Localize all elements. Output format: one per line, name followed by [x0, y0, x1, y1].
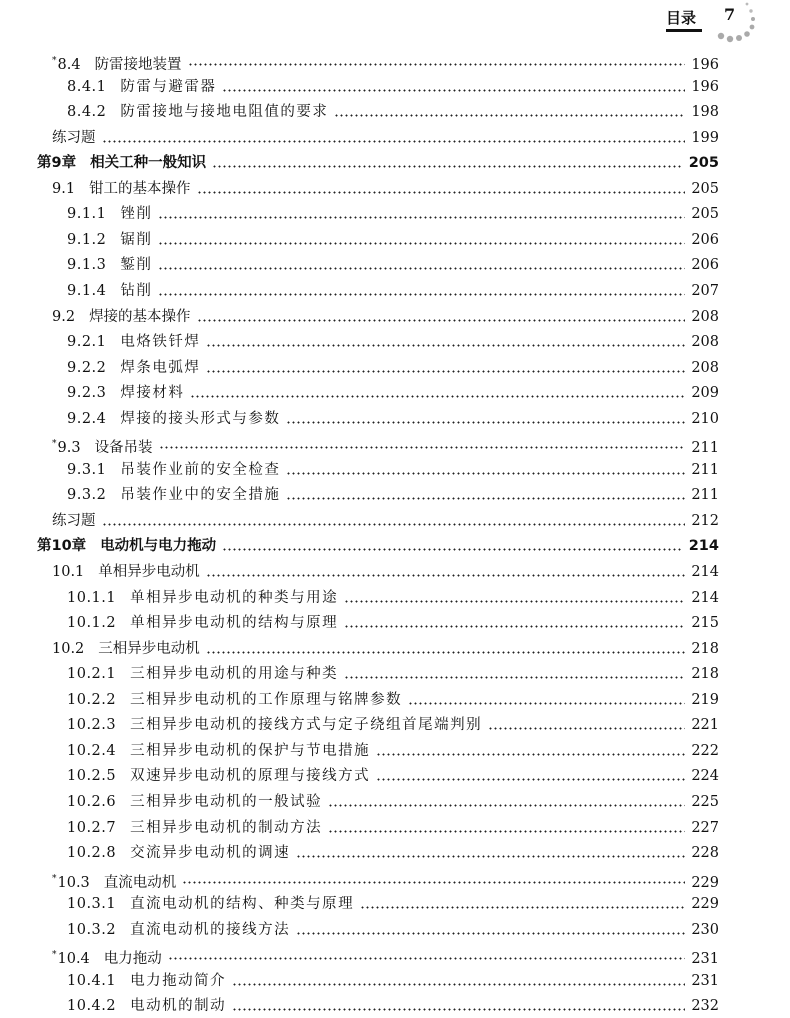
- toc-entry: [52, 177, 719, 201]
- toc-entry-number-text: 10.2.8: [67, 845, 117, 862]
- toc-entry-number-text: 9.1.3: [67, 257, 107, 274]
- toc-entry-number: [67, 688, 116, 712]
- toc-entry-title: 双速异步电动机的原理与接线方式: [130, 768, 371, 785]
- toc-entry: [67, 994, 719, 1018]
- optional-marker: *: [52, 873, 57, 884]
- toc-entry-number: [52, 49, 81, 77]
- toc-entry-number: [67, 75, 106, 99]
- toc-entry-number: [52, 177, 75, 201]
- toc-entry-number: [67, 918, 116, 942]
- toc-entry-title: 直流电动机的接线方法: [130, 921, 291, 938]
- toc-entry-page: 208: [691, 308, 719, 325]
- toc-entry-number-text: 10.4.1: [67, 972, 117, 989]
- toc-entry-page: 225: [691, 793, 719, 810]
- toc-entry-number: [67, 586, 116, 610]
- toc-entry-title: 防雷与避雷器: [120, 78, 217, 95]
- toc-entry-number-text: 9.3: [57, 440, 81, 457]
- dot-leader: [212, 156, 683, 170]
- dot-leader: [188, 54, 686, 68]
- toc-entry-page: 221: [691, 717, 719, 734]
- toc-entry-number-text: 10.3.2: [67, 921, 117, 938]
- toc-entry-number-text: 8.4: [57, 57, 81, 73]
- dot-leader: [206, 642, 686, 656]
- toc-entry-title: 三相异步电动机的接线方式与定子绕组首尾端判别: [130, 717, 483, 734]
- toc-entry: [67, 611, 719, 635]
- toc-entry-page: 206: [691, 231, 719, 248]
- toc-entry-number: [67, 356, 106, 380]
- dot-leader: [286, 488, 685, 502]
- toc-entry-number-text: 9.1: [52, 180, 76, 197]
- toc-entry-number-text: 9.1.2: [67, 231, 107, 248]
- dot-leader: [376, 744, 685, 758]
- toc-entry-title: 练习题: [52, 129, 96, 146]
- toc-entry-page: 199: [691, 129, 719, 146]
- dot-leader: [197, 182, 686, 196]
- toc-entry: [67, 253, 719, 277]
- running-head-title: 目录: [666, 9, 697, 27]
- toc-entry-page: 218: [691, 666, 719, 683]
- toc-entry-title: 锉削: [120, 206, 153, 223]
- toc-entry-number: [52, 560, 84, 584]
- toc-entry-title: 钻削: [120, 282, 153, 299]
- toc-entry-number-text: 8.4.1: [67, 78, 107, 95]
- optional-marker: *: [52, 439, 57, 450]
- toc-entry: [67, 790, 719, 814]
- toc-entry-number-text: 9.2.3: [67, 385, 107, 402]
- toc-entry-title: 三相异步电动机的工作原理与铭牌参数: [130, 691, 403, 708]
- toc-chapter-entry: [37, 151, 719, 175]
- dot-leader: [159, 437, 686, 451]
- dot-leader: [190, 386, 685, 400]
- toc-entry-number: [67, 841, 116, 865]
- toc-entry-page: 211: [691, 440, 719, 457]
- dot-leader: [158, 258, 685, 272]
- toc-entry-title: 电力拖动: [103, 951, 162, 968]
- toc-entry-title: 吊装作业前的安全检查: [120, 461, 281, 478]
- toc-entry-page: 232: [691, 998, 719, 1015]
- dot-leader: [232, 999, 685, 1013]
- toc-entry-title: 錾削: [120, 257, 153, 274]
- toc-entry: [67, 407, 719, 431]
- toc-entry-page: 222: [691, 742, 719, 759]
- toc-entry-title: 电动机与电力拖动: [100, 538, 217, 555]
- dot-leader: [197, 310, 686, 324]
- toc-entry-number: [67, 381, 106, 405]
- toc-entry-number-text: 10.2.5: [67, 768, 117, 785]
- toc-entry: [67, 458, 719, 482]
- toc-entry-number-text: 9.2.1: [67, 334, 107, 351]
- toc-entry-number: [37, 534, 86, 558]
- toc-entry-page: 231: [691, 972, 719, 989]
- toc-entry-page: 214: [691, 564, 719, 580]
- toc-entry: [67, 483, 719, 507]
- running-head-page-number: 7: [724, 5, 736, 24]
- toc-entry-title: 锯削: [120, 231, 153, 248]
- toc-entry-title: 钳工的基本操作: [89, 180, 191, 197]
- toc-entry-number-text: 9.1.4: [67, 282, 107, 299]
- toc-entry: [67, 75, 719, 99]
- dot-leader: [344, 616, 685, 630]
- toc-entry-page: 229: [691, 896, 719, 913]
- toc-entry: [67, 356, 719, 380]
- toc-entry: [52, 305, 719, 329]
- toc-entry-number: [67, 764, 116, 788]
- toc-entry-number: [67, 816, 116, 840]
- toc-entry-number-text: 9.2.2: [67, 359, 107, 376]
- dot-leader: [488, 718, 685, 732]
- toc-entry-page: 219: [691, 691, 719, 708]
- toc-entry-title: 防雷接地装置: [94, 57, 182, 73]
- toc-entry-number: [67, 483, 106, 507]
- toc-entry-number-text: 10.1: [52, 564, 85, 580]
- toc-entry-title: 单相异步电动机的种类与用途: [130, 589, 339, 606]
- toc-entry-number-text: 9.3.1: [67, 461, 107, 478]
- toc-entry: [52, 49, 719, 73]
- toc-entry-number-text: 10.1.1: [67, 589, 117, 606]
- toc-entry-title: 三相异步电动机的一般试验: [130, 793, 323, 810]
- toc-entry-page: 230: [691, 921, 719, 938]
- toc-entry-number: [67, 330, 106, 354]
- dot-leader: [296, 846, 685, 860]
- dot-leader: [158, 207, 685, 221]
- toc-entry-page: 218: [691, 640, 719, 657]
- toc-entry: [67, 228, 719, 252]
- toc-entry-number-text: 10.2.3: [67, 717, 117, 734]
- dot-leader: [360, 897, 685, 911]
- toc-entry-page: 209: [691, 385, 719, 402]
- toc-entry-number-text: 第9章: [37, 155, 77, 172]
- toc-entry-page: 207: [691, 282, 719, 299]
- toc-entry-number: [52, 305, 75, 329]
- toc-entry-number: [67, 458, 106, 482]
- toc-entry: [52, 867, 719, 891]
- dot-leader: [168, 948, 686, 962]
- toc-entry-title: 三相异步电动机: [98, 640, 200, 657]
- toc-entry-page: 198: [691, 104, 719, 121]
- toc-entry-page: 227: [691, 819, 719, 836]
- toc-entry: [67, 816, 719, 840]
- running-head-rule: [666, 29, 702, 32]
- toc-entry-number: [67, 253, 106, 277]
- toc-entry: [67, 202, 719, 226]
- toc-entry-title: 电烙铁钎焊: [120, 334, 201, 351]
- toc-entry-number: [67, 407, 106, 431]
- toc-entry-number-text: 8.4.2: [67, 104, 107, 121]
- toc-entry-page: 196: [691, 78, 719, 95]
- toc-entry: [67, 100, 719, 124]
- toc-entry-number-text: 9.2: [52, 308, 76, 325]
- toc-entry-page: 214: [691, 589, 719, 606]
- toc-entry-number: [52, 432, 81, 460]
- toc-entry-number: [52, 867, 90, 895]
- toc-entry-title: 单相异步电动机的结构与原理: [130, 615, 339, 632]
- dot-leader: [408, 693, 685, 707]
- toc-entry-number: [67, 228, 106, 252]
- toc-entry-title: 三相异步电动机的用途与种类: [130, 666, 339, 683]
- toc-entry-page: 211: [691, 487, 719, 504]
- dot-leader: [102, 131, 686, 145]
- toc-entry-title: 吊装作业中的安全措施: [120, 487, 281, 504]
- toc-entry-number: [52, 943, 90, 971]
- toc-entry-number: [52, 637, 84, 661]
- page-header: [0, 0, 790, 46]
- toc-entry-title: 直流电动机: [103, 874, 177, 891]
- toc-entry-number-text: 第10章: [37, 538, 87, 555]
- toc-entry-page: 215: [691, 615, 719, 632]
- toc-entry-page: 210: [691, 410, 719, 427]
- dot-leader: [222, 80, 685, 94]
- toc-entry-number-text: 10.2: [52, 640, 85, 657]
- dot-leader: [158, 284, 685, 298]
- toc-entry-number: [67, 611, 116, 635]
- toc-entry: [67, 381, 719, 405]
- dot-leader: [102, 514, 686, 528]
- dot-leader: [328, 821, 685, 835]
- toc-entry-number-text: 9.2.4: [67, 410, 107, 427]
- toc-entry: [67, 662, 719, 686]
- toc-entry-title: 电力拖动简介: [130, 972, 227, 989]
- toc-entry-title: 练习题: [52, 512, 96, 529]
- dot-leader: [206, 565, 686, 579]
- toc-entry-title: 单相异步电动机: [98, 564, 200, 580]
- dot-leader: [328, 795, 685, 809]
- toc-entry: [67, 586, 719, 610]
- toc-entry-number-text: 9.1.1: [67, 206, 107, 223]
- toc-entry-title: 防雷接地与接地电阻值的要求: [120, 104, 329, 121]
- toc-entry-number-text: 10.2.4: [67, 742, 117, 759]
- toc-entry-page: 208: [691, 334, 719, 351]
- dot-leader: [206, 335, 685, 349]
- toc-entry: [67, 739, 719, 763]
- toc-entry-number-text: 10.4: [57, 951, 90, 968]
- toc-entry: [67, 918, 719, 942]
- toc-entry-page: 205: [688, 155, 719, 172]
- toc-entry-page: 229: [691, 874, 719, 891]
- toc-entry-number: [67, 739, 116, 763]
- toc-entry-number-text: 10.3.1: [67, 896, 117, 913]
- toc-entry: [52, 637, 719, 661]
- toc-entry: [67, 764, 719, 788]
- dot-leader: [232, 974, 685, 988]
- toc-entry: [67, 841, 719, 865]
- toc-entry-title: 电动机的制动: [130, 998, 227, 1015]
- toc-entry-page: 206: [691, 257, 719, 274]
- toc-entry-page: 211: [691, 461, 719, 478]
- toc-entry-page: 231: [691, 951, 719, 968]
- dot-leader: [158, 233, 685, 247]
- decorative-dots-icon: [700, 0, 790, 46]
- toc-entry-page: 205: [691, 180, 719, 197]
- dot-leader: [344, 591, 685, 605]
- toc-entry-number: [67, 202, 106, 226]
- dot-leader: [334, 105, 685, 119]
- toc-entry: [67, 688, 719, 712]
- dot-leader: [376, 769, 685, 783]
- toc-entry-number: [67, 662, 116, 686]
- toc-entry-page: 208: [691, 359, 719, 376]
- dot-leader: [296, 923, 685, 937]
- toc-entry-number-text: 10.4.2: [67, 998, 117, 1015]
- toc-entry-title: 三相异步电动机的制动方法: [130, 819, 323, 836]
- optional-marker: *: [52, 56, 57, 66]
- toc-entry: [67, 969, 719, 993]
- dot-leader: [182, 872, 685, 886]
- toc-entry-title: 焊条电弧焊: [120, 359, 201, 376]
- toc-entry-title: 焊接的接头形式与参数: [120, 410, 281, 427]
- dot-leader: [286, 412, 685, 426]
- toc-entry: [67, 892, 719, 916]
- toc-entry: [67, 713, 719, 737]
- toc-entry-number-text: 10.2.6: [67, 793, 117, 810]
- toc-entry-number: [67, 713, 116, 737]
- toc-entry: [67, 279, 719, 303]
- toc-entry-number-text: 9.3.2: [67, 487, 107, 504]
- toc-entry-page: 224: [691, 768, 719, 785]
- toc-entry-title: 焊接的基本操作: [89, 308, 191, 325]
- toc-chapter-entry: [37, 534, 719, 558]
- toc-entry-title: 焊接材料: [120, 385, 185, 402]
- dot-leader: [286, 463, 685, 477]
- toc-entry-title: 相关工种一般知识: [90, 155, 207, 172]
- toc-entry-number-text: 10.2.7: [67, 819, 117, 836]
- toc-entry-number-text: 10.3: [57, 874, 90, 891]
- toc-entry: [52, 432, 719, 456]
- dot-leader: [344, 667, 685, 681]
- toc-entry-page: 228: [691, 845, 719, 862]
- toc-entry-number: [67, 892, 116, 916]
- toc-entry-number-text: 10.2.2: [67, 691, 117, 708]
- dot-leader: [222, 539, 683, 553]
- toc-entry-number-text: 10.2.1: [67, 666, 117, 683]
- toc-entry-title: 设备吊装: [94, 440, 153, 457]
- toc-entry-number: [37, 151, 76, 175]
- toc-entry: [52, 943, 719, 967]
- toc-entry-title: 直流电动机的结构、种类与原理: [130, 896, 355, 913]
- optional-marker: *: [52, 950, 57, 961]
- toc-entry-title: 三相异步电动机的保护与节电措施: [130, 742, 371, 759]
- toc-entry-page: 214: [688, 538, 719, 555]
- toc-entry-page: 196: [691, 57, 719, 73]
- toc-entry-number: [67, 994, 116, 1018]
- toc-entry-page: 212: [691, 512, 719, 529]
- toc-entry: [67, 330, 719, 354]
- toc-exercise-entry: [52, 126, 719, 150]
- toc-entry-number: [67, 790, 116, 814]
- toc-entry-title: 交流异步电动机的调速: [130, 845, 291, 862]
- dot-leader: [206, 361, 685, 375]
- toc-entry-number-text: 10.1.2: [67, 615, 117, 632]
- toc-entry-number: [67, 100, 106, 124]
- toc-exercise-entry: [52, 509, 719, 533]
- toc-entry-page: 205: [691, 206, 719, 223]
- toc-entry: [52, 560, 719, 584]
- toc-entry-number: [67, 969, 116, 993]
- toc-entry-number: [67, 279, 106, 303]
